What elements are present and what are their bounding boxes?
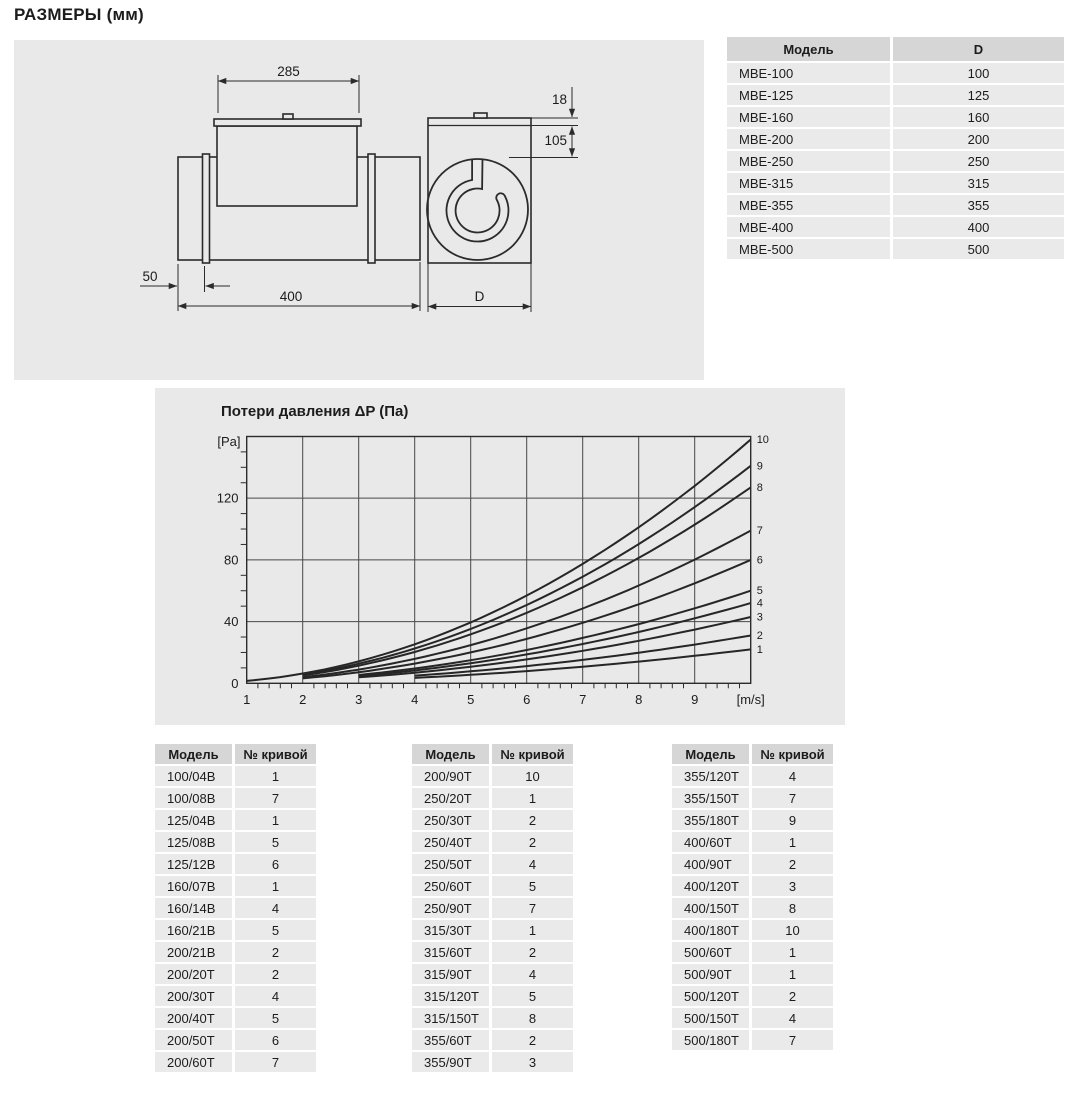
table-row [155, 1008, 316, 1028]
curve-label-1: 1 [756, 643, 763, 656]
terminal-box-lid [214, 119, 361, 126]
x-tick-label: 8 [635, 692, 643, 707]
value-cell: 6 [235, 854, 316, 874]
table-row [672, 788, 833, 808]
value-cell: 100 [893, 63, 1064, 83]
table-row [412, 810, 573, 830]
table [727, 35, 1064, 261]
model-cell: 200/40T [155, 1008, 235, 1028]
value-cell: 315 [893, 173, 1064, 193]
pressure-loss-panel [155, 388, 845, 725]
value-cell: 400 [893, 217, 1064, 237]
curve-label-3: 3 [756, 611, 763, 624]
table-row [672, 766, 833, 786]
front-view [178, 114, 420, 263]
value-cell: 10 [492, 766, 573, 786]
table-row [727, 85, 1064, 105]
model-cell: MBE-125 [727, 85, 893, 105]
value-cell: 7 [752, 1030, 833, 1050]
heating-element [446, 159, 508, 242]
value-cell: 1 [235, 810, 316, 830]
model-cell: 400/180T [672, 920, 752, 940]
model-cell: 200/30T [155, 986, 235, 1006]
x-tick-label: 4 [411, 692, 419, 707]
value-cell: 9 [752, 810, 833, 830]
model-cell: 250/60T [412, 876, 492, 896]
model-cell: 500/120T [672, 986, 752, 1006]
model-cell: 250/90T [412, 898, 492, 918]
table-row [155, 920, 316, 940]
table [412, 742, 573, 1074]
table-row [727, 63, 1064, 83]
model-cell: 400/150T [672, 898, 752, 918]
table-row [155, 898, 316, 918]
curve-4 [359, 603, 751, 676]
value-cell: 160 [893, 107, 1064, 127]
chart-title: Потери давления ΔP (Па) [221, 403, 409, 420]
curve-label-8: 8 [756, 481, 763, 494]
table-header-row [155, 744, 316, 764]
value-cell: 4 [752, 1008, 833, 1028]
table-row [412, 942, 573, 962]
table-row [672, 832, 833, 852]
model-cell: 355/180T [672, 810, 752, 830]
model-cell: MBE-200 [727, 129, 893, 149]
table-row [412, 788, 573, 808]
model-cell: MBE-315 [727, 173, 893, 193]
model-cell: 250/40T [412, 832, 492, 852]
table [672, 742, 833, 1052]
model-cell: 250/30T [412, 810, 492, 830]
model-cell: 200/60T [155, 1052, 235, 1072]
curve-label-7: 7 [756, 525, 763, 538]
page-title: РАЗМЕРЫ (мм) [14, 5, 144, 24]
x-tick-label: 7 [579, 692, 587, 707]
y-tick-label: 80 [224, 552, 239, 568]
table-row [412, 876, 573, 896]
axis-ticks [241, 452, 740, 688]
model-cell: 200/21B [155, 942, 235, 962]
table-row [727, 239, 1064, 259]
table-row [155, 942, 316, 962]
dimensions-drawing-panel [14, 40, 704, 380]
value-cell: 2 [752, 986, 833, 1006]
model-cell: 355/150T [672, 788, 752, 808]
value-cell: 5 [235, 832, 316, 852]
table-header-row [412, 744, 573, 764]
table-row [727, 107, 1064, 127]
model-cell: 355/120T [672, 766, 752, 786]
x-axis-unit: [m/s] [736, 692, 765, 707]
value-cell: 1 [752, 964, 833, 984]
model-cell: 315/120T [412, 986, 492, 1006]
model-cell: 100/08B [155, 788, 235, 808]
column-header: Модель [155, 744, 235, 764]
model-cell: 400/60T [672, 832, 752, 852]
pressure-chart [155, 388, 845, 725]
curve-label-6: 6 [756, 554, 763, 567]
table-row [155, 986, 316, 1006]
model-cell: 315/150T [412, 1008, 492, 1028]
table-row [412, 854, 573, 874]
x-tick-label: 9 [691, 692, 699, 707]
column-header: Модель [727, 37, 893, 61]
model-cell: 355/60T [412, 1030, 492, 1050]
table-row [672, 898, 833, 918]
dim-box-height: 105 [544, 133, 567, 148]
x-tick-label: 3 [355, 692, 363, 707]
table-row [412, 1008, 573, 1028]
value-cell: 1 [492, 920, 573, 940]
table-row [412, 832, 573, 852]
model-cell: 200/20T [155, 964, 235, 984]
dim-lid-height: 18 [551, 92, 567, 107]
model-cell: MBE-250 [727, 151, 893, 171]
model-cell: 200/90T [412, 766, 492, 786]
table-row [412, 920, 573, 940]
value-cell: 200 [893, 129, 1064, 149]
value-cell: 2 [235, 964, 316, 984]
dimensions-drawing [14, 40, 704, 380]
value-cell: 1 [492, 788, 573, 808]
model-cell: 125/12B [155, 854, 235, 874]
value-cell: 7 [235, 788, 316, 808]
table-row [727, 173, 1064, 193]
table-row [155, 832, 316, 852]
y-tick-label: 40 [224, 614, 239, 630]
value-cell: 2 [492, 942, 573, 962]
model-cell: 400/120T [672, 876, 752, 896]
value-cell: 3 [492, 1052, 573, 1072]
table-row [672, 942, 833, 962]
value-cell: 4 [492, 854, 573, 874]
model-diameter-table [727, 35, 1064, 261]
x-tick-label: 2 [299, 692, 307, 707]
column-header: № кривой [752, 744, 833, 764]
column-header: Модель [412, 744, 492, 764]
value-cell: 5 [492, 876, 573, 896]
model-cell: MBE-355 [727, 195, 893, 215]
value-cell: 125 [893, 85, 1064, 105]
value-cell: 7 [492, 898, 573, 918]
curve-table-1 [155, 742, 316, 1074]
table-row [412, 964, 573, 984]
column-header: Модель [672, 744, 752, 764]
value-cell: 355 [893, 195, 1064, 215]
table-header-row [672, 744, 833, 764]
value-cell: 5 [492, 986, 573, 1006]
model-cell: 125/08B [155, 832, 235, 852]
table-row [672, 920, 833, 940]
table-row [727, 151, 1064, 171]
value-cell: 500 [893, 239, 1064, 259]
table-row [412, 1030, 573, 1050]
column-header: № кривой [492, 744, 573, 764]
table-header-row [727, 37, 1064, 61]
table-row [672, 854, 833, 874]
table-row [727, 217, 1064, 237]
value-cell: 2 [235, 942, 316, 962]
lid-knob-side [474, 113, 487, 118]
dim-box-width: 285 [277, 64, 300, 79]
model-cell: 250/20T [412, 788, 492, 808]
table-row [727, 195, 1064, 215]
value-cell: 1 [752, 832, 833, 852]
value-cell: 5 [235, 920, 316, 940]
column-header: D [893, 37, 1064, 61]
dim-diameter: D [474, 289, 485, 304]
lid-knob [283, 114, 293, 119]
value-cell: 3 [752, 876, 833, 896]
table-row [155, 1030, 316, 1050]
value-cell: 4 [752, 766, 833, 786]
model-cell: 500/150T [672, 1008, 752, 1028]
model-cell: 160/07B [155, 876, 235, 896]
x-tick-label: 5 [467, 692, 475, 707]
model-cell: 315/60T [412, 942, 492, 962]
table-row [155, 766, 316, 786]
y-tick-label: 120 [216, 490, 239, 506]
model-cell: 160/21B [155, 920, 235, 940]
table-row [672, 876, 833, 896]
model-cell: 315/30T [412, 920, 492, 940]
value-cell: 1 [752, 942, 833, 962]
value-cell: 7 [752, 788, 833, 808]
curve-label-5: 5 [756, 585, 763, 598]
model-cell: MBE-500 [727, 239, 893, 259]
curve-label-4: 4 [756, 597, 763, 610]
table-row [412, 986, 573, 1006]
value-cell: 10 [752, 920, 833, 940]
model-cell: MBE-100 [727, 63, 893, 83]
value-cell: 2 [492, 1030, 573, 1050]
axis-labels [217, 434, 765, 707]
table-row [412, 898, 573, 918]
table-row [412, 1052, 573, 1072]
curve-labels [757, 434, 769, 656]
value-cell: 2 [492, 832, 573, 852]
model-cell: 100/04B [155, 766, 235, 786]
x-tick-label: 1 [243, 692, 251, 707]
curve-label-9: 9 [756, 460, 763, 473]
table-row [672, 1008, 833, 1028]
table-row [155, 964, 316, 984]
value-cell: 4 [492, 964, 573, 984]
table-row [155, 854, 316, 874]
table [155, 742, 316, 1074]
table-row [672, 986, 833, 1006]
table-row [155, 810, 316, 830]
table-row [155, 788, 316, 808]
flange-ring-left [203, 154, 210, 263]
flange-ring-right [368, 154, 375, 263]
model-cell: 250/50T [412, 854, 492, 874]
duct-opening [427, 159, 528, 260]
curve-table-2 [412, 742, 573, 1074]
table-row [155, 876, 316, 896]
table-row [672, 964, 833, 984]
side-view-dimensions [428, 87, 578, 312]
value-cell: 6 [235, 1030, 316, 1050]
table-row [672, 810, 833, 830]
value-cell: 2 [492, 810, 573, 830]
y-axis-unit: [Pa] [217, 434, 241, 449]
dim-total-length: 400 [279, 289, 303, 304]
model-cell: MBE-400 [727, 217, 893, 237]
value-cell: 2 [752, 854, 833, 874]
value-cell: 1 [235, 766, 316, 786]
value-cell: 1 [235, 876, 316, 896]
x-tick-label: 6 [523, 692, 531, 707]
terminal-box [217, 126, 357, 206]
table-row [672, 1030, 833, 1050]
value-cell: 7 [235, 1052, 316, 1072]
model-cell: 500/60T [672, 942, 752, 962]
curve-label-10: 10 [756, 434, 769, 447]
model-cell: 125/04B [155, 810, 235, 830]
curve-table-3 [672, 742, 833, 1052]
side-view [427, 113, 531, 263]
dim-flange-offset: 50 [142, 269, 158, 284]
model-cell: 500/90T [672, 964, 752, 984]
table-row [412, 766, 573, 786]
model-cell: 500/180T [672, 1030, 752, 1050]
model-cell: 200/50T [155, 1030, 235, 1050]
value-cell: 4 [235, 986, 316, 1006]
model-cell: 160/14B [155, 898, 235, 918]
model-cell: 315/90T [412, 964, 492, 984]
model-cell: 355/90T [412, 1052, 492, 1072]
value-cell: 4 [235, 898, 316, 918]
table-row [727, 129, 1064, 149]
y-tick-label: 0 [231, 675, 239, 691]
table-row [155, 1052, 316, 1072]
curve-label-2: 2 [756, 629, 763, 642]
value-cell: 8 [752, 898, 833, 918]
column-header: № кривой [235, 744, 316, 764]
model-cell: 400/90T [672, 854, 752, 874]
model-cell: MBE-160 [727, 107, 893, 127]
value-cell: 5 [235, 1008, 316, 1028]
value-cell: 250 [893, 151, 1064, 171]
value-cell: 8 [492, 1008, 573, 1028]
